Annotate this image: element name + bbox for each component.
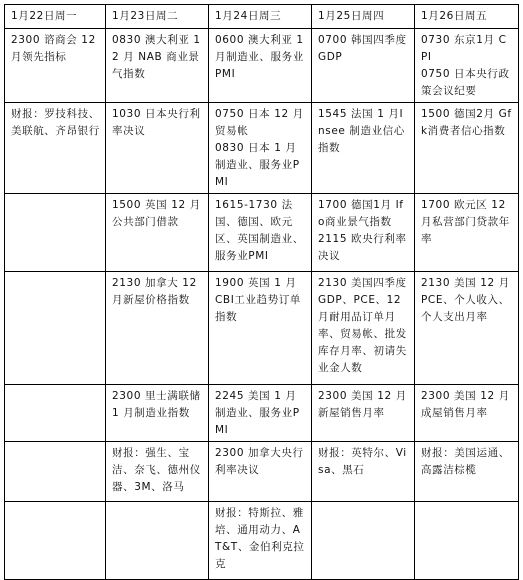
weekly-calendar-table xyxy=(4,4,519,580)
event-cell xyxy=(312,442,415,502)
event-text: 2300 美国 12 月成屋销售月率 xyxy=(421,390,510,419)
event-text: 1500 英国 12 月公共部门借款 xyxy=(112,199,201,228)
event-text: 2130 美国 12 月PCE、个人收入、个人支出月率 xyxy=(421,277,510,323)
event-cell xyxy=(312,272,415,385)
table-row xyxy=(5,502,519,580)
event-cell xyxy=(312,194,415,272)
event-text: 2300 美国 12 月新屋销售月率 xyxy=(318,390,407,419)
event-text: 2130 加拿大 12 月新屋价格指数 xyxy=(112,277,201,306)
event-text: 2245 美国 1 月制造业、服务业PMI xyxy=(215,390,300,436)
event-text: 0700 韩国四季度GDP xyxy=(318,34,407,63)
event-text: 财报：特斯拉、雅培、通用动力、AT&T、金伯利克拉克 xyxy=(215,507,305,570)
event-cell xyxy=(415,103,519,194)
header-row xyxy=(5,5,519,29)
event-cell xyxy=(106,103,209,194)
event-text: 1615-1730 法国、德国、欧元区、英国制造业、服务业PMI xyxy=(215,199,304,262)
event-cell xyxy=(312,103,415,194)
event-cell xyxy=(209,103,312,194)
event-text: 0830 澳大利亚 12 月 NAB 商业景气指数 xyxy=(112,34,201,80)
event-cell xyxy=(209,272,312,385)
event-cell xyxy=(5,29,106,103)
event-cell xyxy=(209,442,312,502)
event-text: 2300 加拿大央行利率决议 xyxy=(215,447,304,476)
day-header: 1月25日周四 xyxy=(312,5,415,29)
day-header: 1月24日周三 xyxy=(209,5,312,29)
event-cell xyxy=(415,502,519,580)
day-header: 1月23日周二 xyxy=(106,5,209,29)
event-cell xyxy=(5,442,106,502)
day-header: 1月26日周五 xyxy=(415,5,519,29)
event-text: 1700 德国1月 Ifo商业景气指数 2115 欧央行利率决议 xyxy=(318,199,407,262)
event-cell xyxy=(415,442,519,502)
event-cell xyxy=(415,272,519,385)
event-cell xyxy=(5,272,106,385)
event-text: 0730 东京1月 CPI 0750 日本央行政策会议纪要 xyxy=(421,34,510,97)
event-cell xyxy=(106,442,209,502)
event-text: 1500 德国2月 Gfk消费者信心指数 xyxy=(421,108,512,137)
event-cell xyxy=(5,194,106,272)
event-cell xyxy=(209,29,312,103)
event-text: 2300 谘商会 12 月领先指标 xyxy=(11,34,100,63)
event-cell xyxy=(106,29,209,103)
table-row xyxy=(5,194,519,272)
event-text: 1030 日本央行利率决议 xyxy=(112,108,201,137)
event-text: 2130 美国四季度GDP、PCE、12月耐用品订单月率、贸易帐、批发库存月率、初请失业金人数 xyxy=(318,277,407,374)
event-text: 财报：英特尔、Visa、黑石 xyxy=(318,447,407,476)
event-text: 1700 欧元区 12 月私营部门贷款年率 xyxy=(421,199,510,245)
table-row xyxy=(5,442,519,502)
event-text: 财报：罗技科技、美联航、齐昂银行 xyxy=(11,108,100,137)
event-cell xyxy=(106,194,209,272)
event-text: 1545 法国 1 月Insee 制造业信心指数 xyxy=(318,108,405,154)
table-row xyxy=(5,272,519,385)
event-cell xyxy=(106,502,209,580)
table-row xyxy=(5,103,519,194)
table-row xyxy=(5,385,519,442)
event-cell xyxy=(415,194,519,272)
day-header: 1月22日周一 xyxy=(5,5,106,29)
event-cell xyxy=(209,502,312,580)
event-cell xyxy=(415,29,519,103)
event-text: 2300 里士满联储 1 月制造业指数 xyxy=(112,390,205,419)
event-cell xyxy=(5,103,106,194)
event-text: 财报：美国运通、高露洁棕榄 xyxy=(421,447,510,476)
event-cell xyxy=(106,385,209,442)
event-text: 0750 日本 12 月贸易帐 0830 日本 1 月制造业、服务业PMI xyxy=(215,108,304,188)
event-cell xyxy=(312,502,415,580)
event-cell xyxy=(415,385,519,442)
event-cell xyxy=(5,502,106,580)
event-cell xyxy=(209,385,312,442)
event-text: 1900 英国 1 月 CBI工业趋势订单指数 xyxy=(215,277,302,323)
table-row xyxy=(5,29,519,103)
event-cell xyxy=(209,194,312,272)
event-text: 财报：强生、宝洁、奈飞、德州仪器、3M、洛马 xyxy=(112,447,201,493)
event-cell xyxy=(106,272,209,385)
event-cell xyxy=(5,385,106,442)
event-text: 0600 澳大利亚 1 月制造业、服务业PMI xyxy=(215,34,308,80)
event-cell xyxy=(312,385,415,442)
event-cell xyxy=(312,29,415,103)
